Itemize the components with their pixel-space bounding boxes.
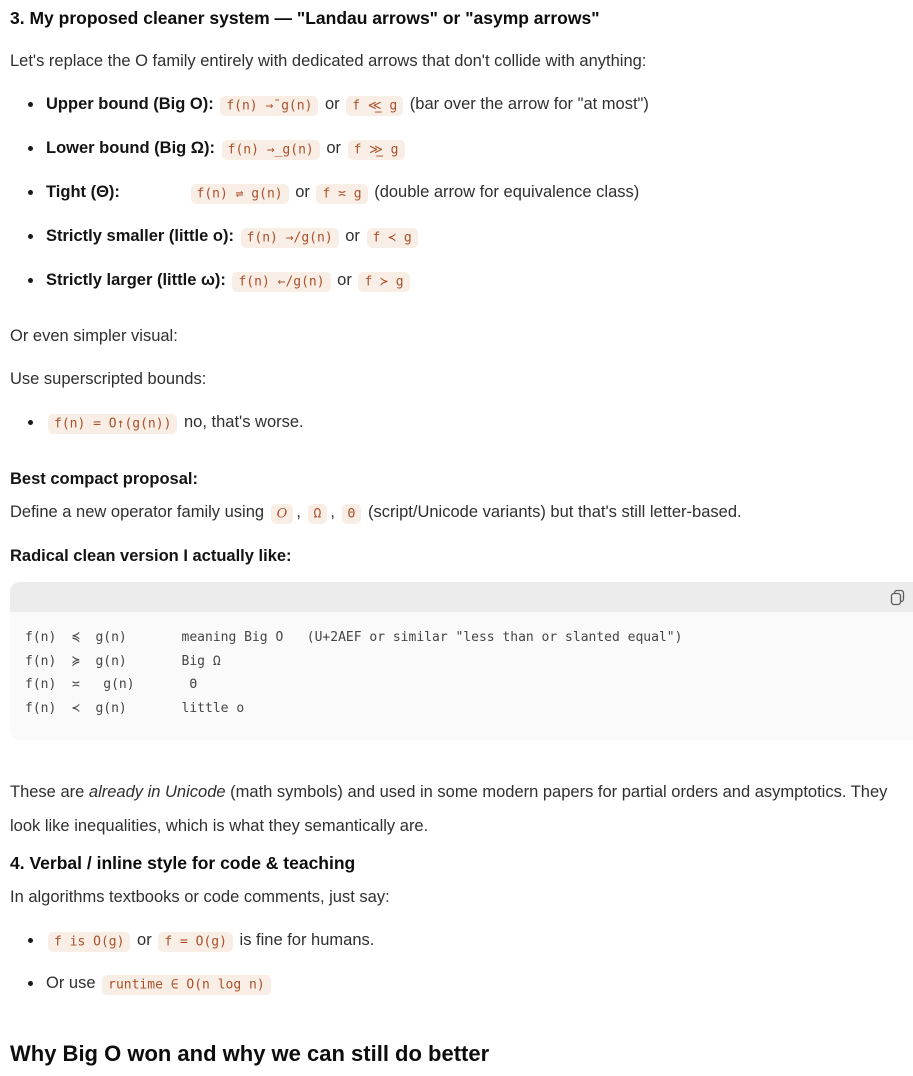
inline-code: f(n) →¯g(n) (220, 96, 318, 117)
or-text: or (345, 227, 360, 245)
list-item-little-o (46, 223, 890, 251)
inline-code: f ≺ g (367, 228, 418, 249)
chat-message-content (0, 6, 913, 1076)
script-capital-o-chip: O (271, 504, 294, 525)
section-heading-why-big-o: Why Big O won and why we can still do better (10, 1041, 490, 1066)
inline-code: runtime ∈ O(n log n) (102, 975, 271, 996)
text-segment: (script/Unicode variants) but that's still letter-based. (367, 503, 742, 521)
list-item-tight (46, 179, 890, 207)
text-segment: These are (10, 783, 85, 801)
paragraph-simpler-visual: Or even simpler visual: (10, 327, 178, 345)
intro-paragraph: Let's replace the O family entirely with dedicated arrows that don't collide with anything: (10, 52, 647, 70)
list-item-lower-bound (46, 135, 890, 163)
inline-code: f(n) = O↑(g(n)) (48, 414, 177, 435)
inline-code: f ≻ g (358, 272, 409, 293)
inline-code: f ≫̲ g (348, 140, 405, 161)
inline-code: f = O(g) (158, 932, 233, 953)
code-line: f(n) ≍ g(n) Θ (25, 677, 198, 692)
paragraph-superscripted: Use superscripted bounds: (10, 370, 207, 388)
paragraph-verbal-intro: In algorithms textbooks or code comments, just say: (10, 888, 390, 906)
section-heading-verbal-style: 4. Verbal / inline style for code & teaching (10, 853, 356, 873)
code-block-header (10, 582, 913, 612)
omega-chip: Ω (308, 504, 328, 525)
list-item-runtime (46, 970, 890, 998)
inline-code: f(n) ⇌ g(n) (191, 184, 289, 205)
copy-icon-glyph (890, 589, 905, 606)
code-block-content (10, 612, 913, 740)
or-text: or (325, 95, 340, 113)
bullet-label: Lower bound (Big Ω): (46, 139, 216, 157)
section-heading-proposed-system: 3. My proposed cleaner system — "Landau arrows" or "asymp arrows" (10, 8, 600, 28)
superscript-list (10, 409, 890, 437)
theta-chip: Θ (342, 504, 362, 525)
or-text: or (295, 183, 310, 201)
verbal-style-list (10, 927, 890, 998)
or-text: or (326, 139, 341, 157)
arrow-notation-list (10, 91, 890, 295)
paragraph-unicode-note (10, 775, 890, 843)
copy-icon[interactable] (888, 589, 906, 607)
bullet-label: Upper bound (Big O): (46, 95, 214, 113)
list-item-superscript (46, 409, 890, 437)
paragraph-define-operators (10, 499, 890, 527)
text-segment: (math symbols) and used in some modern papers for partial orders and asymptotics. They look like inequalities, which is what they semantically are. (10, 783, 888, 835)
list-item-fine-for-humans (46, 927, 890, 955)
bullet-note: is fine for humans. (239, 931, 375, 949)
list-item-little-omega (46, 267, 890, 295)
bullet-label: Strictly smaller (little o): (46, 227, 234, 245)
bullet-label: Tight (Θ): (46, 183, 120, 201)
paragraph-radical-version (10, 543, 890, 570)
bullet-note: (bar over the arrow for "at most") (409, 95, 649, 113)
inline-code: f ≍ g (316, 184, 367, 205)
code-line: f(n) ≼ g(n) meaning Big O (U+2AEF or similar "less than or slanted equal") (25, 630, 683, 645)
bullet-label: Strictly larger (little ω): (46, 271, 226, 289)
bold-label: Radical clean version I actually like: (10, 547, 292, 565)
or-text: or (337, 271, 352, 289)
inline-code: f(n) →_g(n) (222, 140, 320, 161)
paragraph-best-proposal (10, 466, 890, 493)
inline-code: f(n) ←/g(n) (232, 272, 330, 293)
comma-text: , (296, 503, 301, 521)
italic-text: already in Unicode (88, 783, 226, 801)
inline-code: f ≪̲ g (346, 96, 403, 117)
text-segment: Define a new operator family using (10, 503, 265, 521)
bullet-note: no, that's worse. (184, 413, 304, 431)
inline-code: f(n) →/g(n) (241, 228, 339, 249)
code-block (10, 582, 913, 740)
or-text: or (137, 931, 152, 949)
bold-label: Best compact proposal: (10, 470, 198, 488)
code-line: f(n) ≺ g(n) little o (25, 700, 245, 716)
text-segment: Or use (46, 974, 96, 992)
inline-code: f is O(g) (48, 932, 130, 953)
comma-text: , (330, 503, 335, 521)
code-line: f(n) ≽ g(n) Big Ω (25, 653, 221, 669)
bullet-note: (double arrow for equivalence class) (374, 183, 640, 201)
list-item-upper-bound (46, 91, 890, 119)
